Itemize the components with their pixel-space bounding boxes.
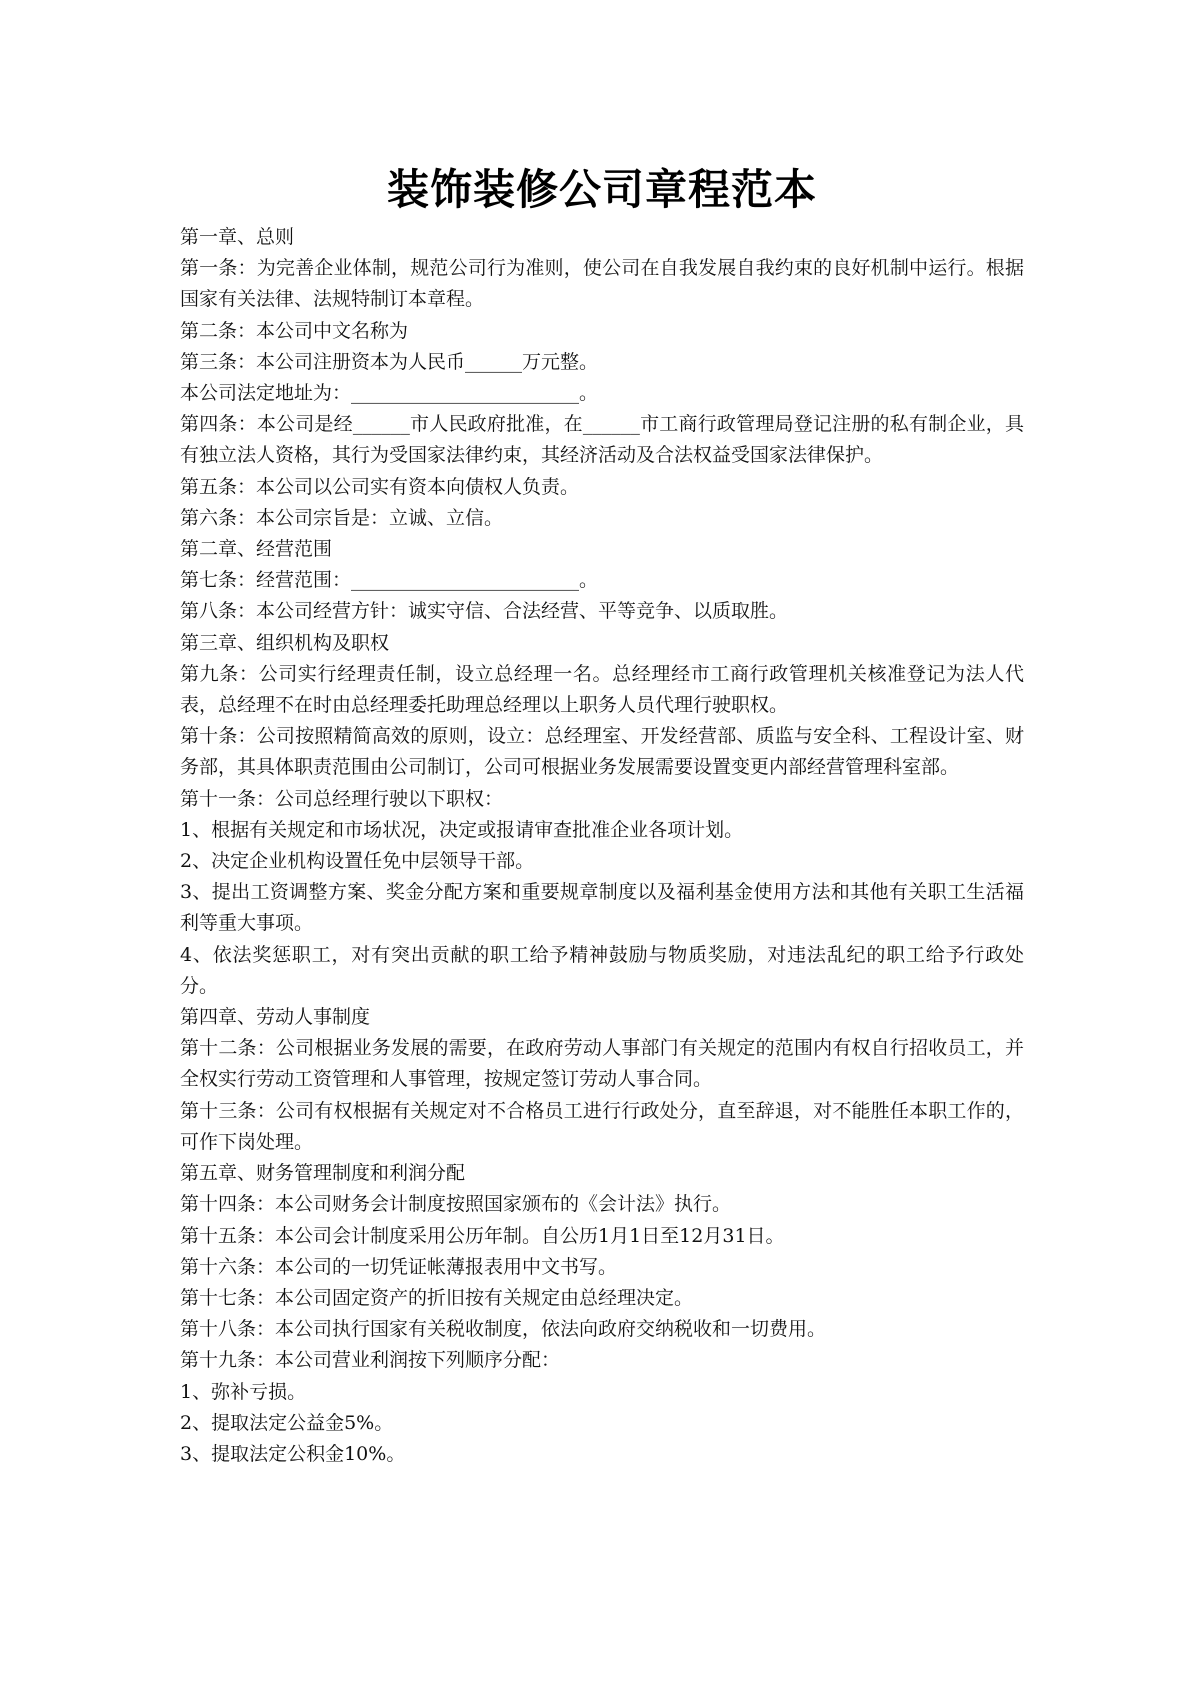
article-paragraph: 第十七条：本公司固定资产的折旧按有关规定由总经理决定。	[180, 1286, 694, 1309]
document-body	[180, 222, 1024, 1470]
article-paragraph: 第三条：本公司注册资本为人民币______万元整。	[180, 350, 599, 373]
article-paragraph: 第九条：公司实行经理责任制，设立总经理一名。总经理经市工商行政管理机关核准登记为法人代表，总经理不在时由总经理委托助理总经理以上职务人员代理行驶职权。	[180, 662, 1024, 717]
list-item: 4、依法奖惩职工，对有突出贡献的职工给予精神鼓励与物质奖励，对违法乱纪的职工给予行政处分。	[180, 943, 1024, 997]
article-paragraph: 第十五条：本公司会计制度采用公历年制。自公历1月1日至12月31日。	[180, 1224, 785, 1247]
list-item: 2、提取法定公益金5%。	[180, 1411, 394, 1434]
article-paragraph: 第十四条：本公司财务会计制度按照国家颁布的《会计法》执行。	[180, 1193, 732, 1216]
article-paragraph: 第四条：本公司是经______市人民政府批准，在______市工商行政管理局登记注册的私有制企业，具有独立法人资格，其行为受国家法律约束，其经济活动及合法权益受国家法律保护。	[180, 413, 1024, 467]
article-paragraph: 第一条：为完善企业体制，规范公司行为准则，使公司在自我发展自我约束的良好机制中运行。根据国家有关法律、法规特制订本章程。	[180, 257, 1024, 311]
list-item: 3、提出工资调整方案、奖金分配方案和重要规章制度以及福利基金使用方法和其他有关职工生活福利等重大事项。	[180, 881, 1024, 935]
article-paragraph: 第二条：本公司中文名称为	[180, 319, 409, 342]
list-item: 2、决定企业机构设置任免中层领导干部。	[180, 850, 535, 873]
chapter-heading: 第五章、财务管理制度和利润分配	[180, 1162, 466, 1185]
document-title: 装饰装修公司章程范本	[386, 165, 817, 214]
article-paragraph: 第七条：经营范围：________________________。	[180, 569, 599, 592]
article-paragraph: 第六条：本公司宗旨是：立诚、立信。	[180, 506, 504, 529]
article-paragraph: 第十六条：本公司的一切凭证帐薄报表用中文书写。	[180, 1255, 618, 1278]
list-item: 3、提取法定公积金10%。	[180, 1442, 406, 1465]
article-paragraph: 第十三条：公司有权根据有关规定对不合格员工进行行政处分，直至辞退，对不能胜任本职工作的，可作下岗处理。	[180, 1099, 1024, 1153]
article-paragraph: 本公司法定地址为：________________________。	[180, 382, 599, 405]
article-paragraph: 第八条：本公司经营方针：诚实守信、合法经营、平等竞争、以质取胜。	[180, 600, 789, 623]
document-page	[180, 160, 1024, 1470]
article-paragraph: 第十八条：本公司执行国家有关税收制度，依法向政府交纳税收和一切费用。	[180, 1318, 827, 1341]
list-item: 1、弥补亏损。	[180, 1380, 307, 1403]
article-paragraph: 第十一条：公司总经理行驶以下职权：	[180, 787, 504, 810]
chapter-heading: 第一章、总则	[180, 226, 295, 248]
chapter-heading: 第三章、组织机构及职权	[180, 631, 390, 654]
article-paragraph: 第十条：公司按照精简高效的原则，设立：总经理室、开发经营部、质监与安全科、工程设计室、财务部，其具体职责范围由公司制订，公司可根据业务发展需要设置变更内部经营管理科室部。	[180, 725, 1024, 779]
list-item: 1、根据有关规定和市场状况，决定或报请审查批准企业各项计划。	[180, 818, 744, 841]
article-paragraph: 第十二条：公司根据业务发展的需要，在政府劳动人事部门有关规定的范围内有权自行招收员工，并全权实行劳动工资管理和人事管理，按规定签订劳动人事合同。	[180, 1037, 1024, 1091]
chapter-heading: 第二章、经营范围	[180, 538, 333, 561]
article-paragraph: 第十九条：本公司营业利润按下列顺序分配：	[180, 1349, 561, 1372]
chapter-heading: 第四章、劳动人事制度	[180, 1006, 371, 1029]
article-paragraph: 第五条：本公司以公司实有资本向债权人负责。	[180, 475, 580, 498]
